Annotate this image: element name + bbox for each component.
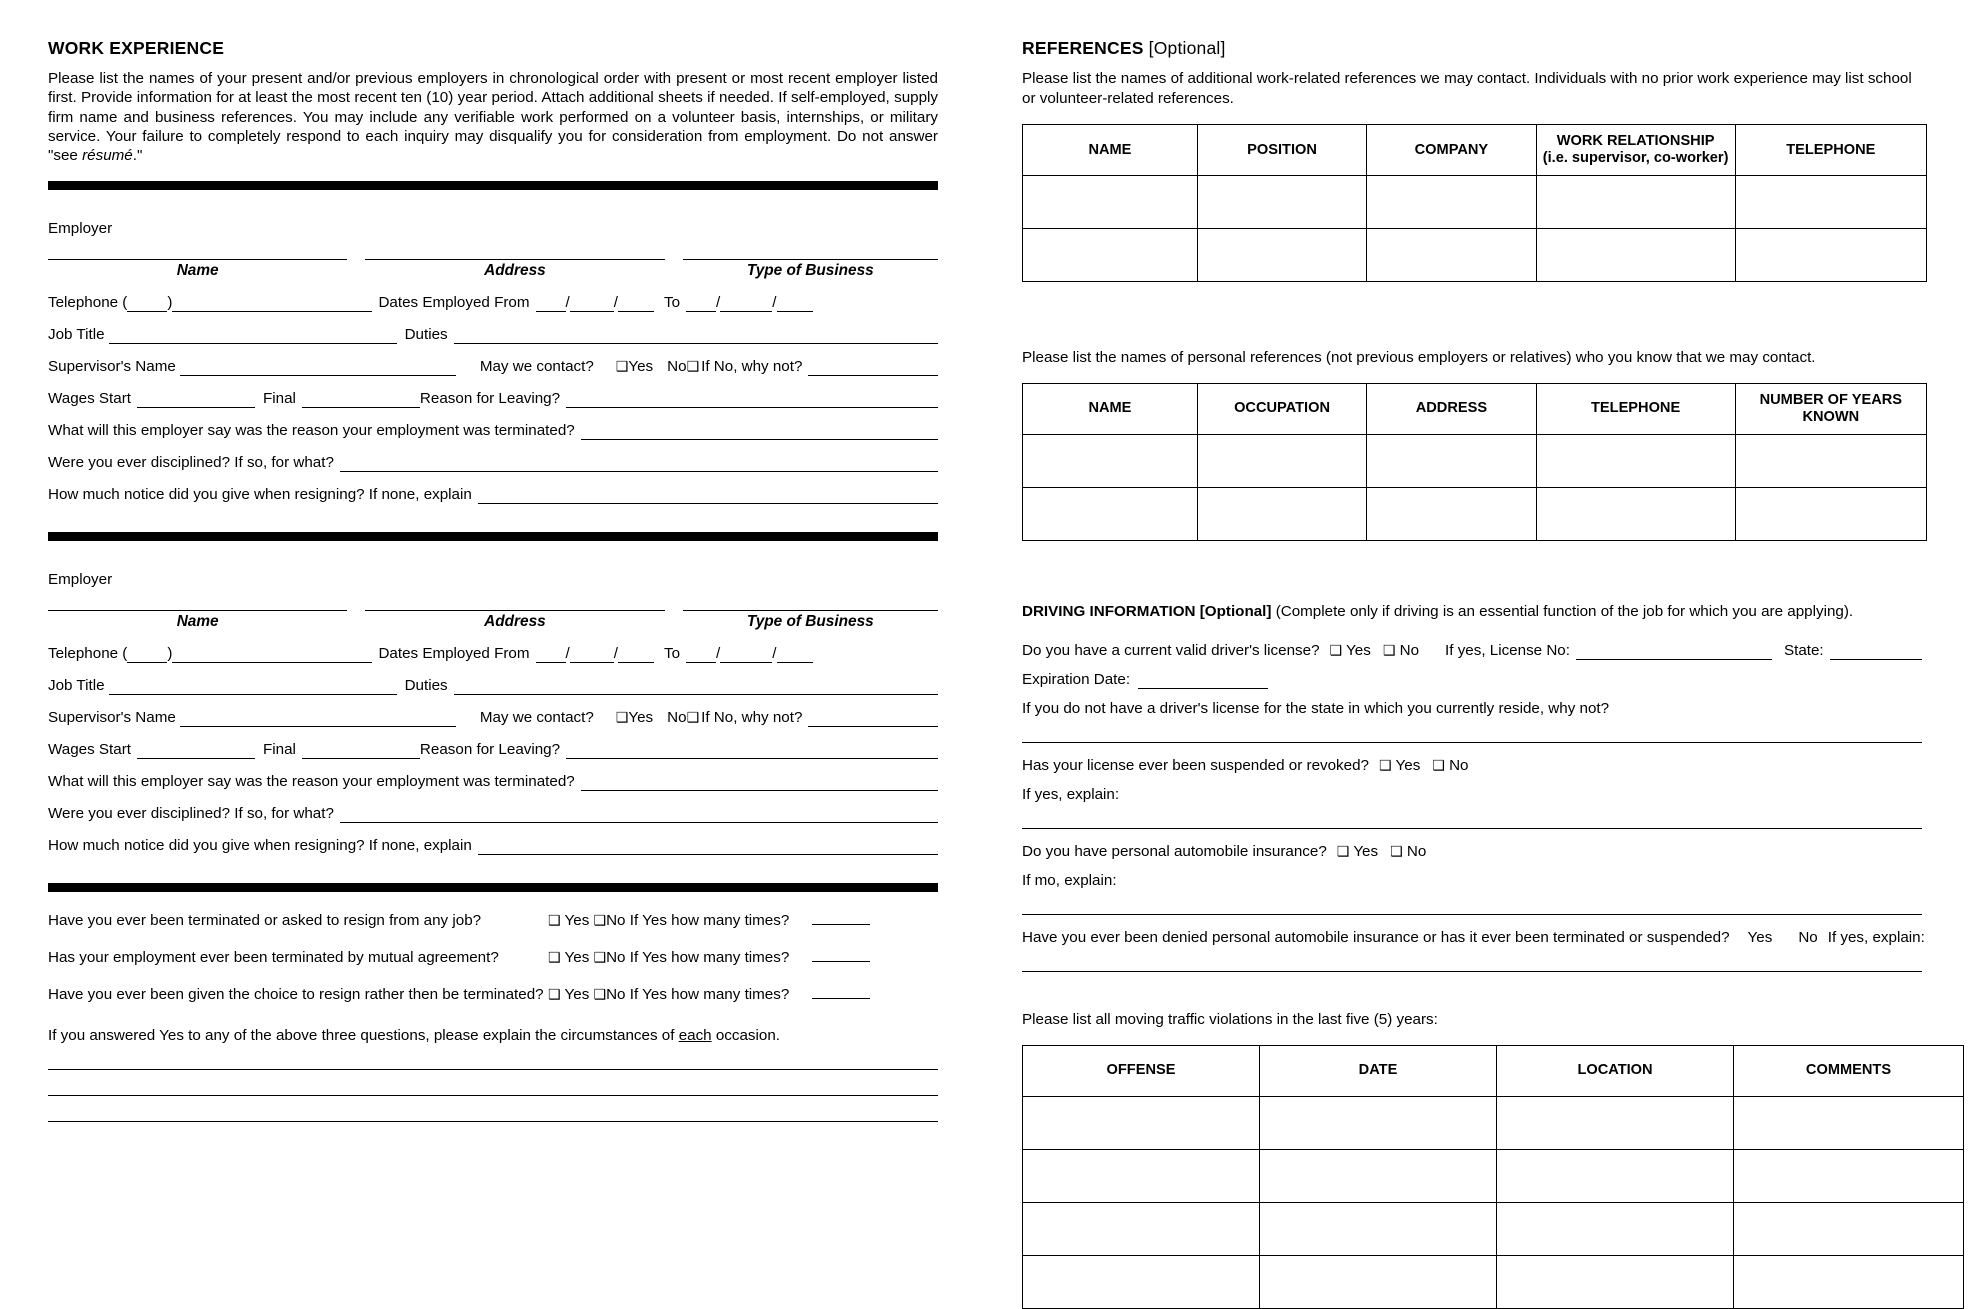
employer-say-row-2 <box>48 773 938 791</box>
wages-start-label-2: Wages Start <box>48 741 131 759</box>
disciplined-row-1 <box>48 454 938 472</box>
disciplined-input-2[interactable] <box>340 806 938 823</box>
table-row[interactable] <box>1023 228 1927 281</box>
to-month-input-2[interactable] <box>686 646 716 663</box>
may-contact-yes-checkbox-2[interactable]: ❑Yes <box>615 709 654 727</box>
wages-final-label-2: Final <box>263 741 296 759</box>
column-header-address: Address <box>365 259 664 280</box>
suspended-yes-checkbox[interactable]: ❑ Yes <box>1379 756 1421 774</box>
expiration-date-input[interactable] <box>1138 672 1268 689</box>
suspended-no-label: No <box>1449 756 1469 774</box>
telephone-dates-row-2 <box>48 645 938 663</box>
explain-post: occasion. <box>711 1027 781 1045</box>
if-no-why-input-2[interactable] <box>808 710 938 727</box>
employer-say-label-2: What will this employer say was the reason your employment was terminated? <box>48 773 575 791</box>
to-year-input[interactable] <box>777 295 813 312</box>
duties-input-2[interactable] <box>454 678 938 695</box>
header-date: DATE <box>1260 1045 1497 1096</box>
no-license-reason-input[interactable] <box>1022 722 1922 743</box>
employer-headers-1 <box>48 259 938 280</box>
explain-line-1[interactable] <box>48 1044 938 1070</box>
cell-address[interactable] <box>1367 487 1536 540</box>
license-no-checkbox[interactable]: ❑ No <box>1382 641 1420 659</box>
job-title-input-2[interactable] <box>109 678 397 695</box>
cell-position[interactable] <box>1197 228 1366 281</box>
header-telephone-personal: TELEPHONE <box>1536 383 1735 434</box>
may-contact-no-label-2: No <box>667 709 687 727</box>
header-offense: OFFENSE <box>1023 1045 1260 1096</box>
references-driving-column <box>994 0 1988 1287</box>
mutual-agreement-question-row <box>48 947 938 966</box>
to-year-input-2[interactable] <box>777 646 813 663</box>
no-license-reason-label: If you do not have a driver's license for the state in which you currently reside, why not? <box>1022 699 1610 717</box>
cell-date[interactable] <box>1260 1255 1497 1308</box>
employer-headers-2 <box>48 610 938 631</box>
suspended-revoked-label: Has your license ever been suspended or revoked? <box>1022 756 1369 774</box>
telephone-paren-close-2: ) <box>167 645 173 663</box>
cell-position[interactable] <box>1197 175 1366 228</box>
dates-employed-label: Dates Employed From <box>378 294 530 312</box>
from-day-input[interactable] <box>570 295 614 312</box>
cell-company[interactable] <box>1367 175 1536 228</box>
job-title-input[interactable] <box>109 327 397 344</box>
if-no-why-input[interactable] <box>808 359 938 376</box>
mutual-no-checkbox[interactable]: ❑No <box>593 949 626 967</box>
may-we-contact-label: May we contact? <box>479 358 594 376</box>
cell-comments[interactable] <box>1734 1202 1964 1255</box>
denied-insurance-input[interactable] <box>1022 951 1922 972</box>
cell-location[interactable] <box>1497 1149 1734 1202</box>
slash-4: / <box>772 294 777 312</box>
cell-name[interactable] <box>1023 434 1198 487</box>
insurance-yes-label: Yes <box>1353 842 1379 860</box>
expiration-date-row <box>1022 671 1922 689</box>
license-no-label: No <box>1399 641 1420 659</box>
supervisor-label-2: Supervisor's Name <box>48 709 176 727</box>
supervisor-name-input-2[interactable] <box>180 710 456 727</box>
from-month-input[interactable] <box>536 295 566 312</box>
from-month-input-2[interactable] <box>536 646 566 663</box>
supervisor-row-1 <box>48 358 938 376</box>
may-contact-yes-checkbox[interactable]: ❑Yes <box>615 358 654 376</box>
cell-address[interactable] <box>1367 434 1536 487</box>
insurance-explain-row <box>1022 872 1922 890</box>
disciplined-row-2 <box>48 805 938 823</box>
mutual-yes-checkbox[interactable]: ❑ Yes <box>548 949 590 967</box>
may-we-contact-label-2: May we contact? <box>479 709 594 727</box>
cell-comments[interactable] <box>1734 1255 1964 1308</box>
column-header-type-of-business: Type of Business <box>683 259 938 280</box>
choice-resign-options <box>548 984 870 1003</box>
column-header-type-of-business-2: Type of Business <box>683 610 938 631</box>
notice-row-2 <box>48 837 938 855</box>
no-license-reason-row <box>1022 700 1922 718</box>
disciplined-label-2: Were you ever disciplined? If so, for what? <box>48 805 334 823</box>
termination-questions <box>48 910 994 1122</box>
cell-occupation[interactable] <box>1197 487 1366 540</box>
state-label: State: <box>1783 641 1824 659</box>
driving-subtitle: (Complete only if driving is an essential function of the job for which you are applying). <box>1275 602 1854 620</box>
termination-howmany-label: If Yes how many times? <box>629 912 790 930</box>
wages-final-input-2[interactable] <box>302 742 420 759</box>
choice-howmany-input[interactable] <box>812 984 870 999</box>
to-label: To <box>664 294 681 312</box>
cell-location[interactable] <box>1497 1255 1734 1308</box>
header-telephone: TELEPHONE <box>1735 124 1926 175</box>
cell-relationship[interactable] <box>1536 228 1735 281</box>
suspended-explain-row <box>1022 786 1922 804</box>
header-work-relationship-sub: (i.e. supervisor, co-worker) <box>1542 149 1729 166</box>
mutual-howmany-label: If Yes how many times? <box>629 949 790 967</box>
wages-row-1 <box>48 390 938 408</box>
cell-telephone[interactable] <box>1735 175 1926 228</box>
header-years-known: NUMBER OF YEARS KNOWN <box>1735 383 1926 434</box>
cell-offense[interactable] <box>1023 1096 1260 1149</box>
termination-howmany-input[interactable] <box>812 910 870 925</box>
cell-date[interactable] <box>1260 1149 1497 1202</box>
column-header-name: Name <box>48 259 347 280</box>
notice-input-2[interactable] <box>478 838 938 855</box>
may-contact-no-label: No <box>667 358 687 376</box>
choice-resign-question-row <box>48 984 938 1003</box>
section-divider-bar-3 <box>48 883 938 892</box>
may-contact-yes-label-2: Yes <box>628 709 654 727</box>
work-references-table <box>1022 124 1927 282</box>
cell-offense[interactable] <box>1023 1255 1260 1308</box>
job-title-label-2: Job Title <box>48 677 105 695</box>
denied-yes-label[interactable]: Yes <box>1747 928 1773 946</box>
cell-location[interactable] <box>1497 1202 1734 1255</box>
mutual-agreement-question-text: Has your employment ever been terminated by mutual agreement? <box>48 949 499 967</box>
suspended-yes-label: Yes <box>1395 756 1421 774</box>
cell-comments[interactable] <box>1734 1149 1964 1202</box>
references-heading <box>1022 38 1988 59</box>
cell-years-known[interactable] <box>1735 487 1926 540</box>
termination-question-row <box>48 910 938 929</box>
section-divider-bar-2 <box>48 532 938 541</box>
telephone-label: Telephone ( <box>48 294 128 312</box>
table-row[interactable] <box>1023 1149 1964 1202</box>
reason-for-leaving-input[interactable] <box>566 391 938 408</box>
cell-location[interactable] <box>1497 1096 1734 1149</box>
table-row[interactable] <box>1023 1096 1964 1149</box>
personal-references-table <box>1022 383 1927 541</box>
driving-information-heading <box>1022 603 1988 620</box>
choice-howmany-label: If Yes how many times? <box>629 986 790 1004</box>
employer-say-input[interactable] <box>581 423 938 440</box>
denied-insurance-row <box>1022 928 1925 947</box>
insurance-explain-label: If mo, explain: <box>1022 871 1117 889</box>
header-work-relationship-main: WORK RELATIONSHIP <box>1556 133 1715 150</box>
slash-2-1: / <box>565 645 570 663</box>
work-references-header-row <box>1023 124 1927 175</box>
reason-for-leaving-label-2: Reason for Leaving? <box>419 741 561 759</box>
header-comments: COMMENTS <box>1734 1045 1964 1096</box>
termination-yes-checkbox[interactable]: ❑ Yes <box>548 912 590 930</box>
license-number-input[interactable] <box>1576 643 1772 660</box>
telephone-dates-row-1 <box>48 294 938 312</box>
cell-years-known[interactable] <box>1735 434 1926 487</box>
telephone-number-input-2[interactable] <box>172 646 372 663</box>
table-row[interactable] <box>1023 434 1927 487</box>
explain-circumstances-note <box>48 1027 994 1044</box>
may-contact-no-checkbox[interactable]: No❑ <box>667 358 700 376</box>
header-address: ADDRESS <box>1367 383 1536 434</box>
notice-label-2: How much notice did you give when resigning? If none, explain <box>48 837 472 855</box>
cell-name[interactable] <box>1023 228 1198 281</box>
driving-information-section <box>1022 603 1988 1309</box>
auto-insurance-label: Do you have personal automobile insurance? <box>1022 842 1327 860</box>
cell-name[interactable] <box>1023 487 1198 540</box>
table-row[interactable] <box>1023 1202 1964 1255</box>
column-header-name-2: Name <box>48 610 347 631</box>
job-title-duties-row-2 <box>48 677 938 695</box>
slash-2-4: / <box>772 645 777 663</box>
duties-label-2: Duties <box>404 677 448 695</box>
explain-line-2[interactable] <box>48 1070 938 1096</box>
from-year-input[interactable] <box>618 295 654 312</box>
may-contact-yes-label: Yes <box>628 358 654 376</box>
wages-start-input-2[interactable] <box>137 742 255 759</box>
to-label-2: To <box>664 645 681 663</box>
cell-comments[interactable] <box>1734 1096 1964 1149</box>
employer-block-1 <box>48 220 938 504</box>
valid-license-label: Do you have a current valid driver's license? <box>1022 641 1320 659</box>
choice-no-checkbox[interactable]: ❑No <box>593 986 626 1004</box>
employer-block-2 <box>48 571 938 855</box>
auto-insurance-row <box>1022 843 1922 861</box>
notice-row-1 <box>48 486 938 504</box>
termination-no-checkbox[interactable]: ❑No <box>593 912 626 930</box>
cell-telephone[interactable] <box>1536 487 1735 540</box>
work-experience-intro <box>48 69 938 165</box>
header-work-relationship <box>1536 124 1735 175</box>
explain-each-underline: each <box>678 1027 712 1045</box>
denied-explain-label: If yes, explain: <box>1827 928 1925 946</box>
state-input[interactable] <box>1830 643 1922 660</box>
violations-note: Please list all moving traffic violations in the last five (5) years: <box>1022 1010 1438 1028</box>
employer-say-row-1 <box>48 422 938 440</box>
suspended-explain-label: If yes, explain: <box>1022 785 1120 803</box>
supervisor-label: Supervisor's Name <box>48 358 176 376</box>
employer-say-input-2[interactable] <box>581 774 938 791</box>
telephone-area-code-input-2[interactable] <box>127 646 167 663</box>
column-header-address-2: Address <box>365 610 664 631</box>
references-note: Please list the names of additional work-related references we may contact. Individuals with no prior work experience may list school or volunteer-related references. <box>1022 70 1912 107</box>
employer-label-1: Employer <box>48 220 113 238</box>
notice-label: How much notice did you give when resigning? If none, explain <box>48 486 472 504</box>
slash-2-3: / <box>716 645 721 663</box>
intro-resume-italic: résumé <box>82 147 133 165</box>
if-no-why-label-2: If No, why not? <box>701 709 803 727</box>
employer-label-2: Employer <box>48 571 113 589</box>
mutual-agreement-options <box>548 947 870 966</box>
reason-for-leaving-label: Reason for Leaving? <box>419 390 561 408</box>
table-row[interactable] <box>1023 1255 1964 1308</box>
employer-say-label: What will this employer say was the reason your employment was terminated? <box>48 422 575 440</box>
section-divider-bar-1 <box>48 181 938 190</box>
denied-insurance-label: Have you ever been denied personal automobile insurance or has it ever been terminated or suspended? <box>1022 928 1730 946</box>
suspended-explain-input[interactable] <box>1022 808 1922 829</box>
license-yes-label: Yes <box>1346 641 1371 659</box>
header-name: NAME <box>1023 124 1198 175</box>
job-title-label: Job Title <box>48 326 105 344</box>
termination-question-options <box>548 910 870 929</box>
may-contact-no-checkbox-2[interactable]: No❑ <box>667 709 700 727</box>
to-month-input[interactable] <box>686 295 716 312</box>
notice-input[interactable] <box>478 487 938 504</box>
header-name-personal: NAME <box>1023 383 1198 434</box>
choice-yes-label: Yes <box>564 986 590 1004</box>
dates-employed-label-2: Dates Employed From <box>378 645 530 663</box>
slash-1: / <box>565 294 570 312</box>
choice-no-label: No <box>606 986 626 1004</box>
termination-yes-label: Yes <box>564 912 590 930</box>
from-day-input-2[interactable] <box>570 646 614 663</box>
insurance-no-label: No <box>1406 842 1427 860</box>
valid-license-row <box>1022 642 1922 660</box>
supervisor-row-2 <box>48 709 938 727</box>
header-occupation: OCCUPATION <box>1197 383 1366 434</box>
telephone-number-input[interactable] <box>172 295 372 312</box>
cell-relationship[interactable] <box>1536 175 1735 228</box>
choice-yes-checkbox[interactable]: ❑ Yes <box>548 986 590 1004</box>
cell-offense[interactable] <box>1023 1149 1260 1202</box>
work-experience-column <box>0 0 994 1287</box>
cell-occupation[interactable] <box>1197 434 1366 487</box>
to-day-input[interactable] <box>720 295 772 312</box>
explain-line-3[interactable] <box>48 1096 938 1122</box>
insurance-yes-checkbox[interactable]: ❑ Yes <box>1336 842 1379 860</box>
wages-start-label: Wages Start <box>48 390 131 408</box>
license-yes-checkbox[interactable]: ❑ Yes <box>1329 641 1371 659</box>
header-position: POSITION <box>1197 124 1366 175</box>
intro-text: Please list the names of your present and/or previous employers in chronological order with present or most recent employer listed first. Provide information for at least the most recent ten (10) year period. Attach additional sheets if needed. If self-employed, supply firm name and business references. You may include any verifiable work performed on a volunteer basis, internships, or military service. Your failure to completely respond to each inquiry may disqualify you for consideration from employment. Do not answer "see <box>48 70 938 165</box>
violations-table <box>1022 1045 1964 1309</box>
from-year-input-2[interactable] <box>618 646 654 663</box>
cell-telephone[interactable] <box>1536 434 1735 487</box>
duties-label: Duties <box>404 326 448 344</box>
mutual-yes-label: Yes <box>564 949 590 967</box>
driving-title: DRIVING INFORMATION [Optional] <box>1022 602 1272 620</box>
violations-header-row <box>1023 1045 1964 1096</box>
expiration-date-label: Expiration Date: <box>1022 670 1131 688</box>
supervisor-name-input[interactable] <box>180 359 456 376</box>
disciplined-input[interactable] <box>340 455 938 472</box>
cell-company[interactable] <box>1367 228 1536 281</box>
to-day-input-2[interactable] <box>720 646 772 663</box>
disciplined-label: Were you ever disciplined? If so, for what? <box>48 454 334 472</box>
choice-resign-question-text: Have you ever been given the choice to resign rather then be terminated? <box>48 986 544 1004</box>
insurance-no-checkbox[interactable]: ❑ No <box>1390 842 1427 860</box>
mutual-howmany-input[interactable] <box>812 947 870 962</box>
references-optional-tag: [Optional] <box>1148 38 1226 58</box>
insurance-explain-input[interactable] <box>1022 894 1922 915</box>
personal-references-header-row <box>1023 383 1927 434</box>
suspended-revoked-row <box>1022 757 1922 775</box>
job-title-duties-row-1 <box>48 326 938 344</box>
wages-final-input[interactable] <box>302 391 420 408</box>
cell-offense[interactable] <box>1023 1202 1260 1255</box>
telephone-area-code-input[interactable] <box>127 295 167 312</box>
table-row[interactable] <box>1023 487 1927 540</box>
intro-tail: ." <box>132 147 143 165</box>
header-location: LOCATION <box>1497 1045 1734 1096</box>
suspended-no-checkbox[interactable]: ❑ No <box>1432 756 1469 774</box>
license-no-label-prompt: If yes, License No: <box>1445 641 1570 659</box>
personal-references-note: Please list the names of personal references (not previous employers or relatives) who you know that we may contact. <box>1022 348 1816 366</box>
cell-date[interactable] <box>1260 1202 1497 1255</box>
wages-start-input[interactable] <box>137 391 255 408</box>
table-row[interactable] <box>1023 175 1927 228</box>
denied-no-label[interactable]: No <box>1798 928 1818 946</box>
cell-date[interactable] <box>1260 1096 1497 1149</box>
if-no-why-label: If No, why not? <box>701 358 803 376</box>
telephone-paren-close: ) <box>167 294 173 312</box>
slash-2: / <box>613 294 618 312</box>
wages-final-label: Final <box>263 390 296 408</box>
mutual-no-label: No <box>606 949 626 967</box>
wages-row-2 <box>48 741 938 759</box>
termination-no-label: No <box>606 912 626 930</box>
telephone-label-2: Telephone ( <box>48 645 128 663</box>
slash-3: / <box>716 294 721 312</box>
work-experience-heading: WORK EXPERIENCE <box>48 38 225 58</box>
duties-input[interactable] <box>454 327 938 344</box>
cell-name[interactable] <box>1023 175 1198 228</box>
cell-telephone[interactable] <box>1735 228 1926 281</box>
termination-question-text: Have you ever been terminated or asked to resign from any job? <box>48 912 482 930</box>
references-title: REFERENCES <box>1022 38 1144 58</box>
explain-pre: If you answered Yes to any of the above three questions, please explain the circumstances of <box>48 1027 679 1045</box>
header-company: COMPANY <box>1367 124 1536 175</box>
slash-2-2: / <box>613 645 618 663</box>
reason-for-leaving-input-2[interactable] <box>566 742 938 759</box>
